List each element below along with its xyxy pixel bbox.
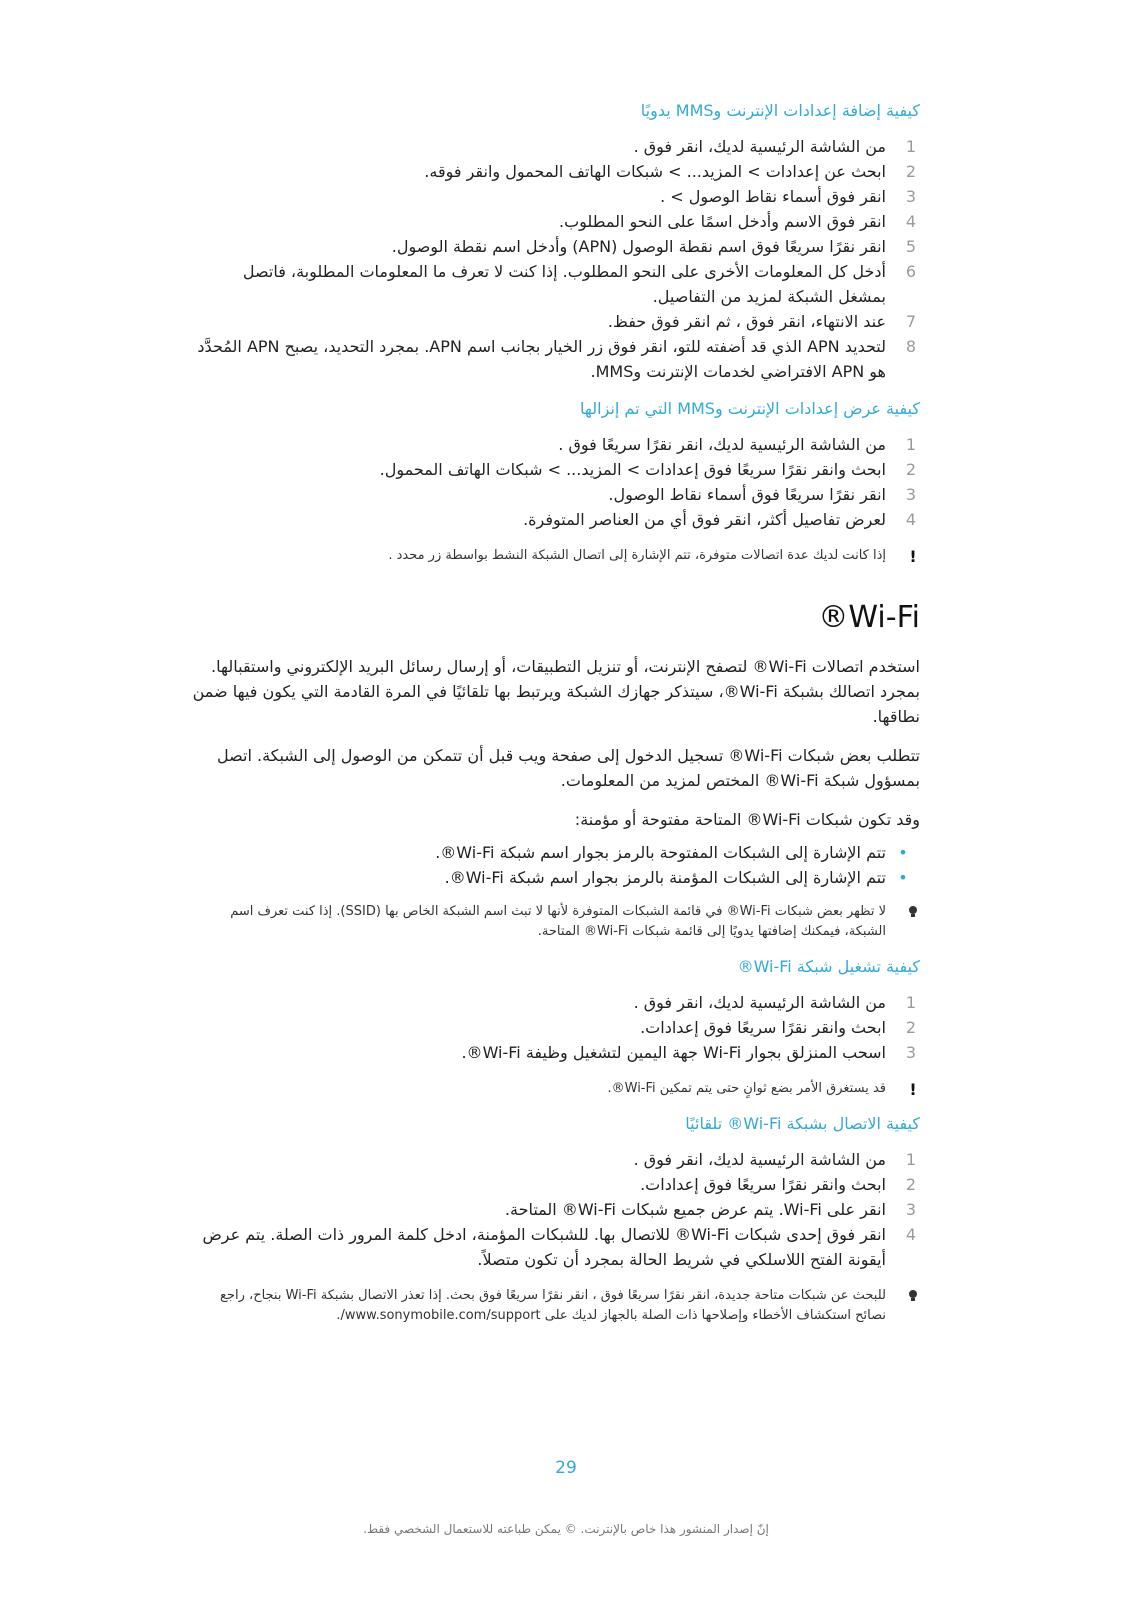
tip-text: للبحث عن شبكات متاحة جديدة، انقر نقرًا سريعًا فوق ، انقر نقرًا سريعًا فوق بحث. إذا تعذر الاتصال بشبكة Wi-Fi بنجاح، راجع نصائح استكشاف الأخطاء وإصلاحها ذات الصلة بالجهاز لديك على www.sonymobile.com/support/. bbox=[220, 1288, 886, 1323]
step-number: 6 bbox=[905, 262, 916, 281]
step bbox=[190, 990, 920, 1015]
step-number: 2 bbox=[905, 162, 916, 181]
bullet-text: تتم الإشارة إلى الشبكات المفتوحة بالرمز بجوار اسم شبكة Wi-Fi®. bbox=[435, 843, 886, 862]
step bbox=[190, 507, 920, 532]
step-text: من الشاشة الرئيسية لديك، انقر فوق . bbox=[633, 1150, 886, 1169]
step-number: 5 bbox=[905, 237, 916, 256]
step bbox=[190, 1147, 920, 1172]
steps-list bbox=[190, 1147, 920, 1272]
manual-page bbox=[190, 100, 920, 1340]
step-number: 1 bbox=[905, 993, 916, 1012]
step bbox=[190, 1015, 920, 1040]
section-view-downloaded-settings bbox=[190, 398, 920, 566]
copyright-notice: إنّ إصدار المنشور هذا خاص بالإنترنت. © يمكن طباعته للاستعمال الشخصي فقط. bbox=[363, 1522, 769, 1536]
lightbulb-icon bbox=[906, 904, 920, 918]
step bbox=[190, 1172, 920, 1197]
steps-list bbox=[190, 134, 920, 384]
step-number: 7 bbox=[905, 312, 916, 331]
step-text: لتحديد APN الذي قد أضفته للتو، انقر فوق زر الخيار بجانب اسم APN. بمجرد التحديد، يصبح APN المُحدَّد هو APN الافتراضي لخدمات الإنترنت وMMS. bbox=[197, 337, 886, 381]
step-text: انقر فوق الاسم وأدخل اسمًا على النحو المطلوب. bbox=[559, 212, 886, 231]
step bbox=[190, 184, 920, 209]
step bbox=[190, 1222, 920, 1272]
page-number: 29 bbox=[555, 1458, 577, 1478]
step-number: 2 bbox=[905, 1175, 916, 1194]
steps-list bbox=[190, 990, 920, 1065]
step-text: اسحب المنزلق بجوار Wi-Fi جهة اليمين لتشغيل وظيفة Wi-Fi®. bbox=[461, 1043, 886, 1062]
note bbox=[190, 1079, 920, 1099]
step bbox=[190, 309, 920, 334]
step-text: انقر فوق أسماء نقاط الوصول > . bbox=[660, 187, 886, 206]
section-connect-wifi-auto bbox=[190, 1113, 920, 1326]
section-turn-on-wifi bbox=[190, 956, 920, 1099]
section-heading: كيفية عرض إعدادات الإنترنت وMMS التي تم إنزالها bbox=[580, 399, 920, 418]
tip-text: لا تظهر بعض شبكات Wi-Fi® في قائمة الشبكات المتوفرة لأنها لا تبث اسم الشبكة الخاص بها (SSID). إذا كنت تعرف اسم الشبكة، فيمكنك إضافتها يدويًا إلى قائمة شبكات Wi-Fi® المتاحة. bbox=[230, 904, 886, 939]
step-number: 4 bbox=[905, 1225, 916, 1244]
step-text: ابحث وانقر نقرًا سريعًا فوق إعدادات. bbox=[640, 1175, 886, 1194]
exclamation-icon: ! bbox=[909, 1080, 917, 1099]
step-text: انقر نقرًا سريعًا فوق أسماء نقاط الوصول. bbox=[608, 485, 886, 504]
wifi-paragraph: وقد تكون شبكات Wi-Fi® المتاحة مفتوحة أو مؤمنة: bbox=[574, 810, 920, 829]
wifi-paragraph: استخدم اتصالات Wi-Fi® لتصفح الإنترنت، أو تنزيل التطبيقات، أو إرسال رسائل البريد الإلكتروني واستقبالها. بمجرد اتصالك بشبكة Wi-Fi®، سيتذكر جهازك الشبكة ويرتبط بها تلقائيًا في المرة القادمة التي يكون فيها ضمن نطاقها. bbox=[192, 657, 920, 726]
step-text: من الشاشة الرئيسية لديك، انقر نقرًا سريعًا فوق . bbox=[558, 435, 886, 454]
step bbox=[190, 159, 920, 184]
tip bbox=[190, 902, 920, 942]
step bbox=[190, 432, 920, 457]
step-number: 3 bbox=[905, 1200, 916, 1219]
step bbox=[190, 457, 920, 482]
step bbox=[190, 1197, 920, 1222]
step-number: 3 bbox=[905, 485, 916, 504]
step bbox=[190, 134, 920, 159]
step-number: 4 bbox=[905, 510, 916, 529]
step-number: 8 bbox=[905, 337, 916, 356]
section-heading: كيفية الاتصال بشبكة Wi-Fi® تلقائيًا bbox=[685, 1114, 920, 1133]
step-text: انقر نقرًا سريعًا فوق اسم نقطة الوصول (APN) وأدخل اسم نقطة الوصول. bbox=[391, 237, 886, 256]
bullet-icon: • bbox=[898, 843, 908, 862]
section-heading: كيفية تشغيل شبكة Wi-Fi® bbox=[737, 957, 920, 976]
section-add-internet-mms bbox=[190, 100, 920, 384]
network-types-list bbox=[190, 840, 920, 890]
steps-list bbox=[190, 432, 920, 532]
list-item bbox=[190, 840, 920, 865]
step-text: عند الانتهاء، انقر فوق ، ثم انقر فوق حفظ. bbox=[607, 312, 886, 331]
step-text: لعرض تفاصيل أكثر، انقر فوق أي من العناصر المتوفرة. bbox=[523, 510, 886, 529]
exclamation-icon: ! bbox=[909, 547, 917, 566]
tip bbox=[190, 1286, 920, 1326]
step-number: 3 bbox=[905, 1043, 916, 1062]
step-text: انقر على Wi-Fi. يتم عرض جميع شبكات Wi-Fi® المتاحة. bbox=[504, 1200, 886, 1219]
wifi-chapter-title: Wi-Fi® bbox=[818, 600, 920, 635]
list-item bbox=[190, 865, 920, 890]
step-number: 2 bbox=[905, 1018, 916, 1037]
step-number: 2 bbox=[905, 460, 916, 479]
lightbulb-icon bbox=[906, 1288, 920, 1302]
note-text: قد يستغرق الأمر بضع ثوانٍ حتى يتم تمكين Wi-Fi®. bbox=[607, 1081, 886, 1096]
step-number: 1 bbox=[905, 137, 916, 156]
step bbox=[190, 209, 920, 234]
step-text: انقر فوق إحدى شبكات Wi-Fi® للاتصال بها. للشبكات المؤمنة، ادخل كلمة المرور ذات الصلة. يتم عرض أيقونة الفتح اللاسلكي في شريط الحالة بمجرد أن تكون متصلاً. bbox=[202, 1225, 886, 1269]
step bbox=[190, 334, 920, 384]
note bbox=[190, 546, 920, 566]
step bbox=[190, 1040, 920, 1065]
wifi-paragraph: تتطلب بعض شبكات Wi-Fi® تسجيل الدخول إلى صفحة ويب قبل أن تتمكن من الوصول إلى الشبكة. اتصل بمسؤول شبكة Wi-Fi® المختص لمزيد من المعلومات. bbox=[217, 746, 920, 790]
step-number: 3 bbox=[905, 187, 916, 206]
step-text: ابحث عن إعدادات > المزيد... > شبكات الهاتف المحمول وانقر فوقه. bbox=[424, 162, 886, 181]
section-heading: كيفية إضافة إعدادات الإنترنت وMMS يدويًا bbox=[640, 101, 920, 120]
step bbox=[190, 259, 920, 309]
note-text: إذا كانت لديك عدة اتصالات متوفرة، تتم الإشارة إلى اتصال الشبكة النشط بواسطة زر محدد . bbox=[388, 548, 886, 563]
step bbox=[190, 482, 920, 507]
step bbox=[190, 234, 920, 259]
step-number: 4 bbox=[905, 212, 916, 231]
step-text: من الشاشة الرئيسية لديك، انقر فوق . bbox=[633, 137, 886, 156]
step-number: 1 bbox=[905, 435, 916, 454]
bullet-icon: • bbox=[898, 868, 908, 887]
step-text: من الشاشة الرئيسية لديك، انقر فوق . bbox=[633, 993, 886, 1012]
step-text: ابحث وانقر نقرًا سريعًا فوق إعدادات. bbox=[640, 1018, 886, 1037]
bullet-text: تتم الإشارة إلى الشبكات المؤمنة بالرمز بجوار اسم شبكة Wi-Fi®. bbox=[444, 868, 886, 887]
step-text: أدخل كل المعلومات الأخرى على النحو المطلوب. إذا كنت لا تعرف ما المعلومات المطلوبة، فاتصل بمشغل الشبكة لمزيد من التفاصيل. bbox=[242, 262, 886, 306]
step-text: ابحث وانقر نقرًا سريعًا فوق إعدادات > المزيد... > شبكات الهاتف المحمول. bbox=[379, 460, 886, 479]
step-number: 1 bbox=[905, 1150, 916, 1169]
